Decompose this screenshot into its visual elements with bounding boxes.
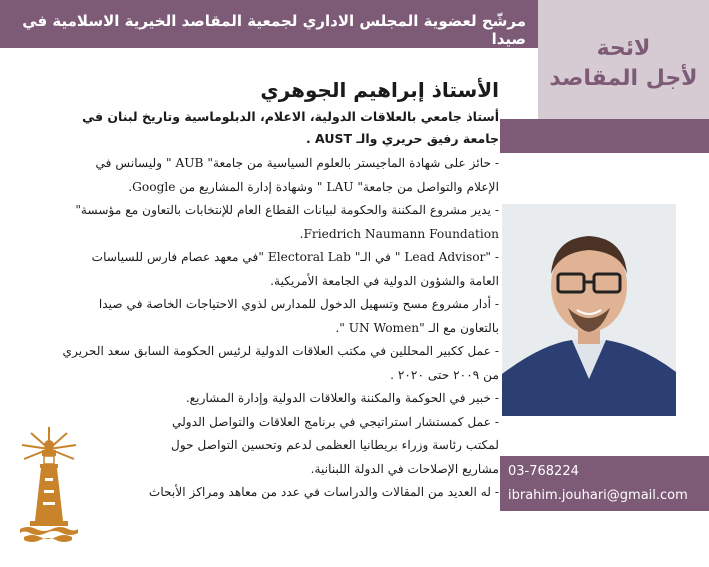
credential-item: - عمل ككبير المحللين في مكتب العلاقات الدولية لرئيس الحكومة السابق سعد الحريري من ٢٠٠٩ حتى ٢٠٢٠ . — [62, 344, 499, 382]
candidate-name: الأستاذ إبراهيم الجوهري — [260, 78, 499, 102]
credentials-list — [29, 152, 499, 505]
list-title-line2: لأجل المقاصد — [549, 66, 698, 91]
side-accent-bar — [500, 119, 709, 153]
credential-item: - أدار مشروع مسح وتسهيل الدخول للمدارس لذوي الاحتياجات الخاصة في صيدا بالتعاون مع الـ "UN Women ". — [98, 297, 499, 335]
phone-number: 03-768224 — [508, 464, 579, 479]
credential-item: - له العديد من المقالات والدراسات في عدد من معاهد ومراكز الأبحاث — [148, 485, 499, 499]
list-title-line1: لائحة — [596, 36, 651, 61]
credential-item: - خبير في الحوكمة والمكننة والعلاقات الدولية وإدارة المشاريع. — [185, 391, 499, 405]
summary-line-1: أستاذ جامعي بالعلاقات الدولية، الاعلام، الدبلوماسية وتاريخ لبنان في — [82, 109, 499, 124]
candidate-bio — [29, 76, 499, 505]
candidate-photo — [502, 204, 676, 416]
credential-item: - "Lead Advisor " في الـ" Electoral Lab "في معهد عصام فارس للسياسات العامة والشؤون الدولية في الجامعة الأمريكية. — [91, 250, 499, 288]
candidate-summary — [29, 106, 499, 150]
summary-line-2: جامعة رفيق حريري والـ AUST . — [305, 131, 499, 146]
list-title — [538, 34, 709, 94]
portrait-illustration — [502, 204, 676, 416]
credential-item: - يدير مشروع المكننة والحكومة لبيانات القطاع العام للإنتخابات بالتعاون مع مؤسسة" Friedrich Naumann Foundation. — [75, 203, 499, 241]
credential-item: - عمل كمستشار استراتيجي في برنامج العلاقات والتواصل الدولي لمكتب رئاسة وزراء بريطانيا العظمى لدعم وتحسين التواصل حول مشاريع الإصلاحات في الدولة اللبنانية. — [170, 414, 499, 476]
email-address: ibrahim.jouhari@gmail.com — [508, 488, 688, 503]
banner-text: مرشّح لعضوية المجلس الاداري لجمعية المقاصد الخيرية الاسلامية في صيدا — [22, 12, 526, 48]
credential-item: - حائز على شهادة الماجيستر بالعلوم السياسية من جامعة" AUB " وليسانس في الإعلام والتواصل من جامعة" LAU " وشهادة إدارة المشاريع من Google. — [95, 156, 499, 194]
top-banner — [0, 0, 538, 48]
